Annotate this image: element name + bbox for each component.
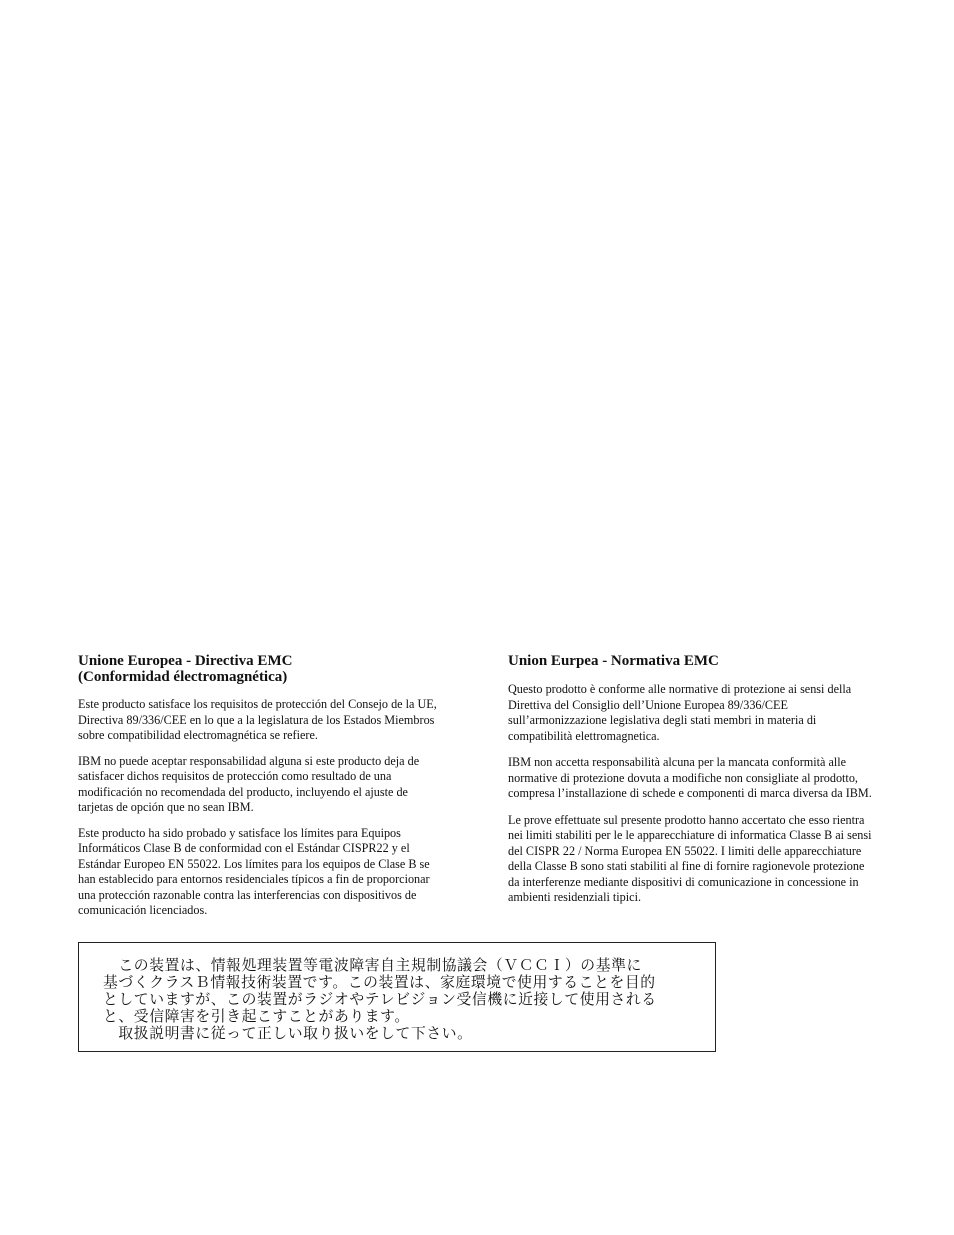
paragraph: Questo prodotto è conforme alle normative di protezione ai sensi della Direttiva del Consiglio dell’Unione Europea 89/336/CEE sull’armonizzazione legislativa degli stati membri in materia di compatibilità elettromagnetica.	[508, 682, 852, 743]
vcci-line: 取扱説明書に従って正しい取り扱いをして下さい。	[103, 1025, 473, 1042]
paragraph: IBM no puede aceptar responsabilidad alguna si este producto deja de satisfacer dichos requisitos de protección como resultado de una modificación no recomendada del producto, incluyendo el ajuste de tarjetas de opción que no sean IBM.	[78, 753, 420, 814]
spanish-emc-section	[78, 653, 443, 929]
vcci-line: と、受信障害を引き起こすことがあります。	[103, 1008, 410, 1025]
heading-line-1: Unione Europea - Directiva EMC	[78, 653, 293, 669]
paragraph: Este producto ha sido probado y satisface los límites para Equipos Informáticos Clase B de conformidad con el Estándar CISPR22 y el Estándar Europeo EN 55022. Los límites para los equipos de Clase B se han establecido para entornos residenciales típicos a fin de proporcionar una protección razonable contra las interferencias con dispositivos de comunicación licenciados.	[78, 825, 430, 917]
italian-emc-section	[508, 653, 878, 917]
vcci-line: この装置は、情報処理装置等電波障害自主規制協議会（ＶＣＣＩ）の基準に	[103, 957, 642, 974]
paragraph: Le prove effettuate sul presente prodotto hanno accertato che esso rientra nei limiti stabiliti per le le apparecchiature di informatica Classe B ai sensi del CISPR 22 / Norma Europea EN 55022. I limiti delle apparecchiature della Classe B sono stati stabiliti al fine di fornire ragionevole protezione da interferenze mediante dispositivi di comunicazione in concessione in ambienti residenziali tipici.	[508, 812, 872, 904]
vcci-line: としていますが、この装置がラジオやテレビジョン受信機に近接して使用される	[103, 991, 657, 1008]
section-heading	[78, 653, 443, 685]
vcci-line: 基づくクラスＢ情報技術装置です。この装置は、家庭環境で使用することを目的	[103, 974, 656, 991]
section-heading: Union Eurpea - Normativa EMC	[508, 653, 719, 669]
paragraph: Este producto satisface los requisitos de protección del Consejo de la UE, Directiva 89/336/CEE en lo que a la legislatura de los Estados Miembros sobre compatibilidad electromagnética se refiere.	[78, 697, 437, 742]
heading-line-2: (Conformidad électromagnética)	[78, 669, 288, 685]
paragraph: IBM non accetta responsabilità alcuna per la mancata conformità alle normative di protezione dovuta a modifiche non consigliate al prodotto, compresa l’installazione di schede e componenti di marca diversa da IBM.	[508, 755, 872, 800]
vcci-notice-box	[78, 942, 716, 1052]
